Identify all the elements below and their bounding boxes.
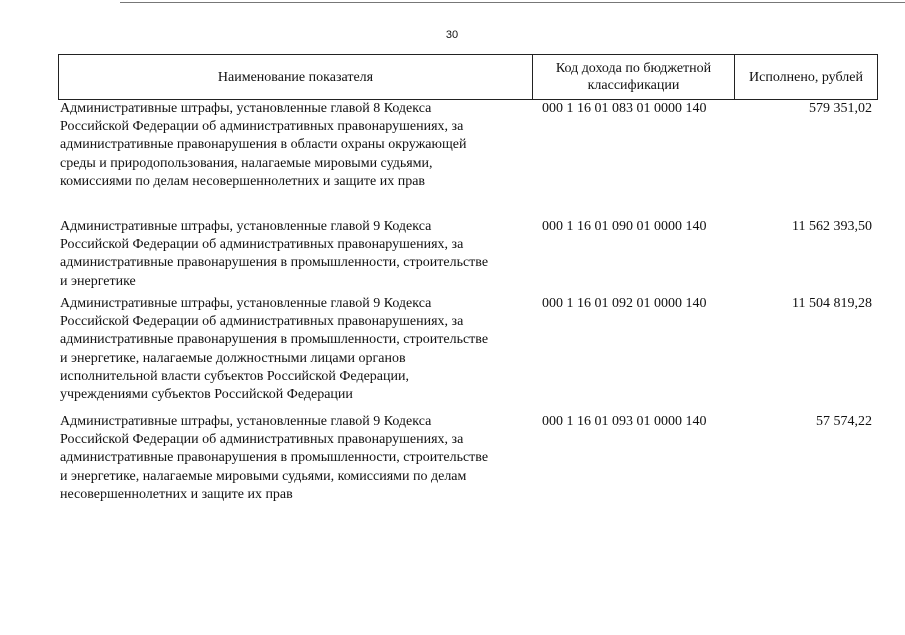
header-code — [533, 55, 735, 99]
table-row — [58, 295, 878, 413]
row-name-line: административные правонарушения в промышленности, строительстве — [60, 332, 489, 348]
row-name — [58, 295, 532, 413]
row-amount: 57 574,22 — [816, 414, 872, 429]
row-name-line: Административные штрафы, установленные главой 9 Кодекса — [60, 219, 432, 234]
page-number: 30 — [445, 29, 459, 41]
row-amount: 579 351,02 — [809, 101, 872, 116]
row-name-line: и энергетике, налагаемые мировыми судьями, комиссиями по делам — [60, 468, 467, 484]
row-name-line: Российской Федерации об административных правонарушениях, за — [60, 119, 464, 135]
row-code: 000 1 16 01 083 01 0000 140 — [542, 101, 707, 116]
row-name-line: Российской Федерации об административных правонарушениях, за — [60, 314, 464, 330]
header-code-line: классификации — [587, 78, 680, 93]
row-name-line: Административные штрафы, установленные главой 9 Кодекса — [60, 296, 432, 311]
row-name-line: исполнительной власти субъектов Российской Федерации, — [60, 368, 409, 384]
row-name-line: административные правонарушения в промышленности, строительстве — [60, 255, 489, 271]
row-name-line: административные правонарушения в области охраны окружающей — [60, 137, 467, 153]
table-header — [58, 54, 878, 100]
row-name-line: Административные штрафы, установленные главой 9 Кодекса — [60, 414, 432, 429]
table-row — [58, 413, 878, 513]
row-name-line: и энергетике — [60, 273, 136, 289]
header-code-line: Код дохода по бюджетной — [555, 61, 712, 76]
top-rule — [120, 2, 905, 3]
table-row — [58, 100, 878, 218]
header-amount — [735, 55, 877, 99]
header-amount-label: Исполнено, рублей — [749, 69, 863, 85]
header-code-label — [556, 60, 711, 94]
row-name — [58, 218, 532, 295]
row-name — [58, 100, 532, 218]
row-code: 000 1 16 01 093 01 0000 140 — [542, 414, 707, 429]
row-name-line: Российской Федерации об административных правонарушениях, за — [60, 432, 464, 448]
table-row — [58, 218, 878, 295]
row-code: 000 1 16 01 090 01 0000 140 — [542, 219, 707, 234]
row-amount: 11 562 393,50 — [792, 219, 872, 234]
row-name-line: учреждениями субъектов Российской Федерации — [60, 387, 353, 403]
row-amount: 11 504 819,28 — [792, 296, 872, 311]
row-name-line: Административные штрафы, установленные главой 8 Кодекса — [60, 101, 432, 116]
row-name-line: комиссиями по делам несовершеннолетних и защите их прав — [60, 173, 426, 189]
header-name-label: Наименование показателя — [217, 69, 374, 85]
row-name-line: среды и природопользования, налагаемые мировыми судьями, — [60, 155, 433, 171]
header-name — [59, 55, 533, 99]
row-name — [58, 413, 532, 513]
table-body — [58, 100, 878, 513]
row-name-line: административные правонарушения в промышленности, строительстве — [60, 450, 489, 466]
row-code: 000 1 16 01 092 01 0000 140 — [542, 296, 707, 311]
row-name-line: и энергетике, налагаемые должностными лицами органов — [60, 350, 406, 366]
row-name-line: несовершеннолетних и защите их прав — [60, 486, 293, 502]
row-name-line: Российской Федерации об административных правонарушениях, за — [60, 237, 464, 253]
